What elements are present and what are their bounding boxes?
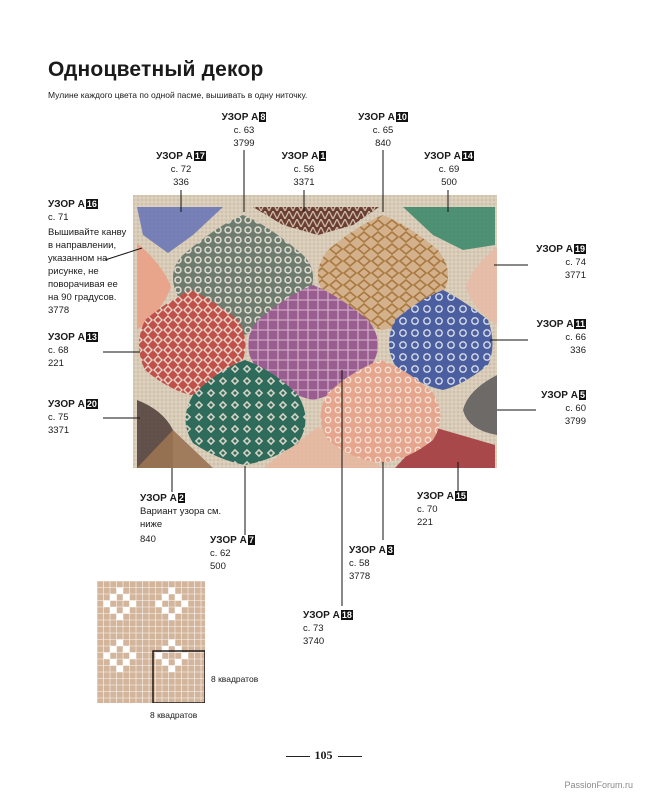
label-pattern-a16: УЗОР А 16 с. 71 Вышивайте канву в направлении, указанном на рисунке, не поворачивая ее на 90 градусов. 3778 bbox=[48, 199, 127, 316]
grid-cell bbox=[130, 653, 137, 660]
label-pattern-a13: УЗОР А 13 с. 68 221 bbox=[48, 332, 97, 369]
label-pattern-a8: УЗОР А 8 с. 63 3799 bbox=[221, 112, 266, 149]
grid-cell bbox=[104, 653, 111, 660]
label-pattern-a5: УЗОР А 5 с. 60 3799 bbox=[541, 390, 586, 427]
grid-cell bbox=[175, 659, 182, 666]
grid-cell bbox=[169, 614, 176, 621]
label-pattern-a1: УЗОР А 1 с. 56 3371 bbox=[281, 151, 326, 188]
label-pattern-a11: УЗОР А 11 с. 66 336 bbox=[536, 319, 586, 356]
grid-cell bbox=[110, 659, 117, 666]
label-pattern-a10: УЗОР А 10 с. 65 840 bbox=[358, 112, 407, 149]
grid-cell bbox=[110, 607, 117, 614]
label-pattern-a3: УЗОР А 3 с. 58 3778 bbox=[349, 545, 393, 582]
grid-cell bbox=[123, 607, 130, 614]
grid-cell bbox=[182, 601, 189, 608]
label-pattern-a14: УЗОР А 14 с. 69 500 bbox=[424, 151, 473, 188]
page-subtitle: Мулине каждого цвета по одной пасме, вышивать в одну ниточку. bbox=[48, 90, 308, 100]
grid-cell bbox=[110, 646, 117, 653]
label-pattern-a20: УЗОР А 20 с. 75 3371 bbox=[48, 399, 97, 436]
grid-cell bbox=[117, 588, 124, 595]
grid-cell bbox=[123, 594, 130, 601]
grid-cell bbox=[162, 659, 169, 666]
label-pattern-a7: УЗОР А 7 с. 62 500 bbox=[210, 535, 254, 572]
grid-cell bbox=[169, 588, 176, 595]
grid-cell bbox=[117, 614, 124, 621]
grid-cell bbox=[175, 607, 182, 614]
grid-cell bbox=[123, 659, 130, 666]
grid-cell bbox=[123, 646, 130, 653]
grid-cell bbox=[162, 594, 169, 601]
page-number: 105 bbox=[0, 748, 647, 763]
label-pattern-a15: УЗОР А 15 с. 70 221 bbox=[417, 491, 466, 528]
grid-label-right: 8 квадратов bbox=[211, 674, 259, 684]
embroidery-photo bbox=[133, 195, 497, 468]
grid-cell bbox=[117, 640, 124, 647]
grid-cell bbox=[110, 594, 117, 601]
page-title: Одноцветный декор bbox=[48, 58, 264, 81]
label-pattern-a18: УЗОР А 18 с. 73 3740 bbox=[303, 610, 352, 647]
label-pattern-a17: УЗОР А 17 с. 72 336 bbox=[156, 151, 205, 188]
grid-cell bbox=[169, 640, 176, 647]
grid-label-bottom: 8 квадратов bbox=[150, 710, 198, 720]
grid-cell bbox=[169, 666, 176, 673]
grid-cell bbox=[156, 601, 163, 608]
label-pattern-a2: УЗОР А 2 Вариант узора см. ниже 840 bbox=[140, 493, 222, 545]
grid-cell bbox=[175, 594, 182, 601]
grid-cell bbox=[182, 653, 189, 660]
grid-cell bbox=[156, 653, 163, 660]
grid-cell bbox=[162, 607, 169, 614]
variant-grid-chart bbox=[97, 581, 205, 703]
grid-cell bbox=[130, 601, 137, 608]
grid-cell bbox=[117, 666, 124, 673]
grid-cell bbox=[104, 601, 111, 608]
label-pattern-a19: УЗОР А 19 с. 74 3771 bbox=[536, 244, 586, 281]
watermark: PassionForum.ru bbox=[564, 780, 633, 790]
